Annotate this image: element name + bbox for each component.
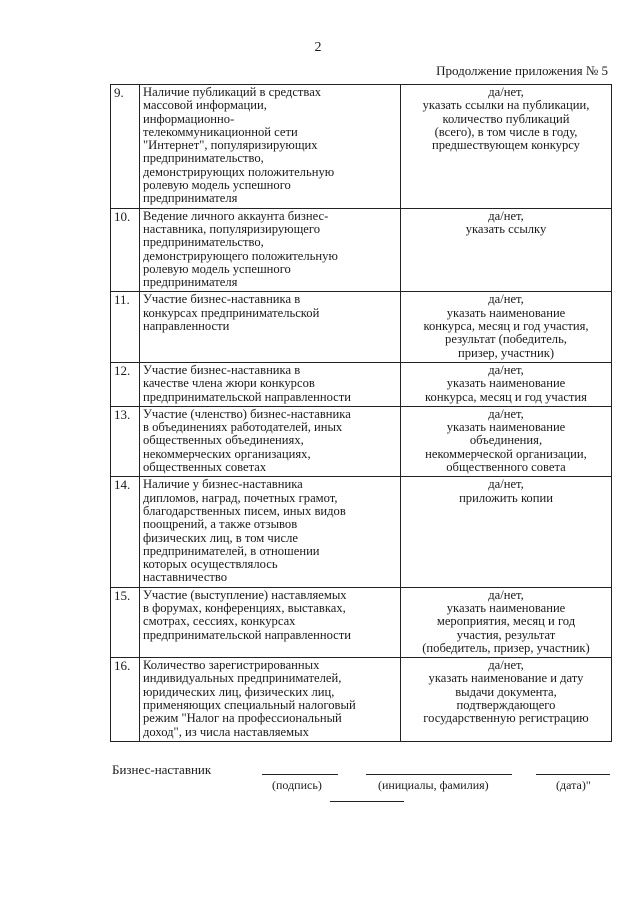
- name-caption: (инициалы, фамилия): [378, 778, 489, 792]
- signature-block: [0, 760, 636, 820]
- criterion-line: массовой информации,: [143, 98, 267, 113]
- row-number: 15.: [111, 587, 140, 657]
- row-number: 13.: [111, 406, 140, 476]
- criterion-line: дипломов, наград, почетных грамот,: [143, 490, 338, 505]
- criterion-line: Участие бизнес-наставника в: [143, 362, 301, 377]
- date-line: [536, 774, 610, 775]
- criterion-line: телекоммуникационной сети: [143, 124, 298, 139]
- answer-line: да/нет,: [488, 208, 524, 223]
- criterion-description: [140, 587, 401, 657]
- criterion-answer: [401, 208, 612, 292]
- answer-line: указать наименование: [446, 376, 566, 391]
- criterion-line: ролевую модель успешного: [143, 178, 291, 193]
- answer-line: приложить копии: [459, 490, 553, 505]
- criterion-line: юридических лиц, физических лиц,: [143, 684, 335, 699]
- criterion-line: демонстрирующих положительную: [143, 164, 335, 179]
- table-row: [111, 477, 612, 587]
- answer-line: (победитель, призер, участник): [422, 640, 590, 655]
- criterion-description: [140, 292, 401, 362]
- row-number: 12.: [111, 362, 140, 406]
- criterion-line: индивидуальных предпринимателей,: [143, 671, 342, 686]
- row-number: 14.: [111, 477, 140, 587]
- criterion-line: Ведение личного аккаунта бизнес-: [143, 208, 329, 223]
- criterion-line: Наличие публикаций в средствах: [143, 85, 322, 99]
- table-row: [111, 658, 612, 742]
- answer-line: конкурса, месяц и год участия: [425, 389, 587, 404]
- criterion-answer: [401, 587, 612, 657]
- row-number: 9.: [111, 85, 140, 209]
- criteria-table-body: [111, 85, 612, 742]
- name-line: [366, 774, 512, 775]
- answer-line: да/нет,: [488, 658, 524, 673]
- criterion-answer: [401, 477, 612, 587]
- criterion-line: физических лиц, в том числе: [143, 530, 298, 545]
- criterion-description: [140, 85, 401, 209]
- answer-line: да/нет,: [488, 587, 524, 602]
- criterion-line: в объединениях работодателей, иных: [143, 420, 343, 435]
- answer-line: общественного совета: [446, 460, 566, 475]
- answer-line: результат (победитель,: [445, 332, 567, 347]
- criterion-line: наставника, популяризирующего: [143, 221, 321, 236]
- row-number: 10.: [111, 208, 140, 292]
- criterion-line: предпринимателя: [143, 191, 238, 206]
- criterion-line: Участие (выступление) наставляемых: [143, 587, 347, 602]
- table-row: [111, 362, 612, 406]
- criteria-table: [110, 84, 612, 742]
- signature-line: [262, 774, 338, 775]
- criterion-line: качестве члена жюри конкурсов: [143, 376, 315, 391]
- answer-line: указать наименование: [446, 305, 566, 320]
- criterion-line: направленности: [143, 319, 230, 334]
- page-number: 2: [314, 40, 322, 55]
- answer-line: да/нет,: [488, 477, 524, 492]
- answer-line: государственную регистрацию: [423, 711, 589, 726]
- criterion-line: предпринимательской направленности: [143, 389, 352, 404]
- table-row: [111, 406, 612, 476]
- table-row: [111, 587, 612, 657]
- criterion-line: предпринимательство,: [143, 235, 264, 250]
- criterion-line: которых осуществлялось: [143, 557, 278, 572]
- criterion-line: конкурсах предпринимательской: [143, 305, 320, 320]
- date-caption: (дата)": [556, 778, 591, 792]
- answer-line: указать ссылку: [465, 221, 547, 236]
- row-number: 16.: [111, 658, 140, 742]
- answer-line: некоммерческой организации,: [425, 446, 587, 461]
- answer-line: призер, участник): [457, 345, 555, 360]
- criterion-line: применяющих специальный налоговый: [143, 698, 356, 713]
- criterion-description: [140, 208, 401, 292]
- criterion-line: режим "Налог на профессиональный: [143, 711, 342, 726]
- criterion-line: смотрах, сессиях, конкурсах: [143, 614, 296, 629]
- criterion-line: предпринимательской направленности: [143, 627, 352, 642]
- criterion-answer: [401, 362, 612, 406]
- criterion-description: [140, 658, 401, 742]
- criterion-line: некоммерческих организациях,: [143, 446, 311, 461]
- answer-line: объединения,: [469, 433, 543, 448]
- criterion-answer: [401, 85, 612, 209]
- bottom-separator-line: [330, 801, 404, 802]
- criterion-answer: [401, 406, 612, 476]
- answer-line: указать наименование: [446, 420, 566, 435]
- criterion-line: предпринимательство,: [143, 151, 264, 166]
- criterion-line: Участие бизнес-наставника в: [143, 292, 301, 307]
- answer-line: конкурса, месяц и год участия,: [423, 319, 589, 334]
- criterion-line: Наличие у бизнес-наставника: [143, 477, 303, 492]
- answer-line: подтверждающего: [456, 698, 556, 713]
- answer-line: предшествующем конкурсу: [432, 138, 580, 153]
- criterion-line: ролевую модель успешного: [143, 261, 291, 276]
- criterion-line: информационно-: [143, 111, 235, 126]
- criterion-line: предпринимателей, в отношении: [143, 543, 320, 558]
- signature-title: Бизнес-наставник: [112, 762, 212, 777]
- criterion-line: общественных советах: [143, 460, 267, 475]
- criterion-answer: [401, 292, 612, 362]
- table-row: [111, 85, 612, 209]
- criterion-line: поощрений, а также отзывов: [143, 517, 298, 532]
- criterion-line: демонстрирующего положительную: [143, 248, 338, 263]
- criterion-description: [140, 477, 401, 587]
- criterion-line: Участие (членство) бизнес-наставника: [143, 406, 351, 421]
- criterion-line: доход", из числа наставляемых: [143, 724, 309, 739]
- criterion-line: благодарственных писем, иных видов: [143, 503, 346, 518]
- answer-line: да/нет,: [488, 406, 524, 421]
- appendix-continuation-note: Продолжение приложения № 5: [436, 63, 608, 78]
- answer-line: да/нет,: [488, 85, 524, 99]
- answer-line: да/нет,: [488, 292, 524, 307]
- row-number: 11.: [111, 292, 140, 362]
- criterion-line: наставничество: [143, 570, 228, 585]
- answer-line: участия, результат: [456, 627, 556, 642]
- answer-line: указать наименование: [446, 600, 566, 615]
- answer-line: количество публикаций: [442, 111, 570, 126]
- criterion-description: [140, 362, 401, 406]
- criterion-line: предпринимателя: [143, 275, 238, 290]
- answer-line: (всего), в том числе в году,: [434, 124, 578, 139]
- answer-line: выдачи документа,: [455, 684, 557, 699]
- criterion-line: Количество зарегистрированных: [143, 658, 320, 673]
- answer-line: указать ссылки на публикации,: [422, 98, 590, 113]
- answer-line: да/нет,: [488, 362, 524, 377]
- criterion-answer: [401, 658, 612, 742]
- criterion-description: [140, 406, 401, 476]
- answer-line: указать наименование и дату: [428, 671, 584, 686]
- signature-caption: (подпись): [272, 778, 322, 792]
- criterion-line: общественных объединениях,: [143, 433, 304, 448]
- criterion-line: в форумах, конференциях, выставках,: [143, 600, 346, 615]
- criterion-line: "Интернет", популяризирующих: [143, 138, 318, 153]
- table-row: [111, 208, 612, 292]
- answer-line: мероприятия, месяц и год: [436, 614, 576, 629]
- table-row: [111, 292, 612, 362]
